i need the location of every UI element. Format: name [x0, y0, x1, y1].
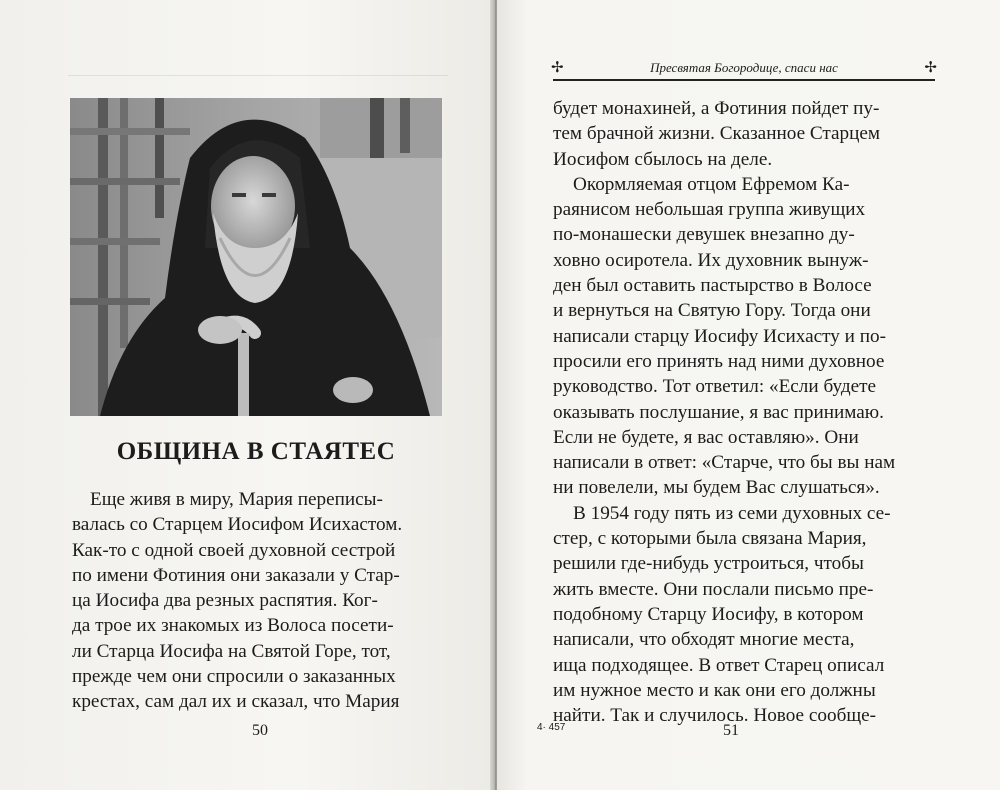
- monk-photo: [70, 98, 442, 416]
- text-line: подобному Старцу Иосифу, в котором: [553, 603, 864, 625]
- right-body-text: [553, 96, 935, 728]
- page-number: 50: [252, 722, 268, 739]
- text-line: Иосифом сбылось на деле.: [553, 148, 773, 170]
- running-head-rule: [553, 79, 935, 81]
- text-line: написали старцу Иосифу Исихасту и по-: [553, 325, 886, 347]
- text-line: по имени Фотиния они заказали у Стар-: [72, 564, 400, 586]
- left-body-text: [72, 487, 444, 715]
- text-line: просили его принять над ними духовное: [553, 350, 885, 372]
- bleed-through-header: [68, 58, 448, 76]
- text-line: ища подходящее. В ответ Старец описал: [553, 654, 885, 676]
- text-line: валась со Старцем Иосифом Исихастом.: [72, 514, 403, 536]
- text-line: написали, что обходят многие места,: [553, 629, 855, 651]
- text-line: и вернуться на Святую Гору. Тогда они: [553, 300, 871, 322]
- text-line: да трое их знакомых из Волоса посети-: [72, 615, 394, 637]
- text-line: тем брачной жизни. Сказанное Старцем: [553, 123, 881, 145]
- cross-icon: ✢: [551, 58, 564, 76]
- page-number: 51: [723, 722, 739, 739]
- text-line: оказывать послушание, я вас принимаю.: [553, 401, 884, 423]
- text-line: жить вместе. Они послали письмо пре-: [553, 578, 874, 600]
- text-line: ца Иосифа два резных распятия. Ког-: [72, 590, 378, 612]
- text-line: им нужное место и как они его должны: [553, 679, 876, 701]
- text-line: найти. Так и случилось. Новое сообще-: [553, 705, 877, 727]
- signature-mark: 4· 457: [537, 722, 566, 733]
- left-page: [0, 0, 493, 790]
- text-line: стер, с которыми была связана Мария,: [553, 528, 867, 550]
- running-head-text: Пресвятая Богородице, спаси нас: [650, 60, 838, 75]
- text-line: Как-то с одной своей духовной сестрой: [72, 539, 396, 561]
- text-line: Окормляемая отцом Ефремом Ка-: [573, 173, 850, 195]
- text-line: решили где-нибудь устроиться, чтобы: [553, 553, 864, 575]
- text-line: руководство. Тот ответил: «Если будете: [553, 376, 877, 398]
- text-line: по-монашески девушек внезапно ду-: [553, 224, 855, 246]
- chapter-title: ОБЩИНА В СТАЯТЕС: [116, 438, 396, 465]
- text-line: ни повелели, мы будем Вас слушаться».: [553, 477, 880, 499]
- running-head: [553, 60, 935, 82]
- text-line: прежде чем они спросили о заказанных: [72, 666, 396, 688]
- text-line: В 1954 году пять из семи духовных се-: [573, 502, 891, 524]
- cross-icon: ✢: [924, 58, 937, 76]
- text-line: крестах, сам дал их и сказал, что Мария: [72, 691, 400, 713]
- text-line: Если не будете, я вас оставляю». Они: [553, 426, 859, 448]
- text-line: Еще живя в миру, Мария переписы-: [90, 489, 383, 510]
- text-line: ховно осиротела. Их духовник вынуж-: [553, 249, 869, 271]
- text-line: ден был оставить пастырство в Волосе: [553, 275, 872, 297]
- text-line: будет монахиней, а Фотиния пойдет пу-: [553, 98, 880, 119]
- text-line: ли Старца Иосифа на Святой Горе, тот,: [72, 640, 391, 662]
- text-line: раянисом небольшая группа живущих: [553, 199, 866, 221]
- text-line: написали в ответ: «Старче, что бы вы нам: [553, 452, 896, 474]
